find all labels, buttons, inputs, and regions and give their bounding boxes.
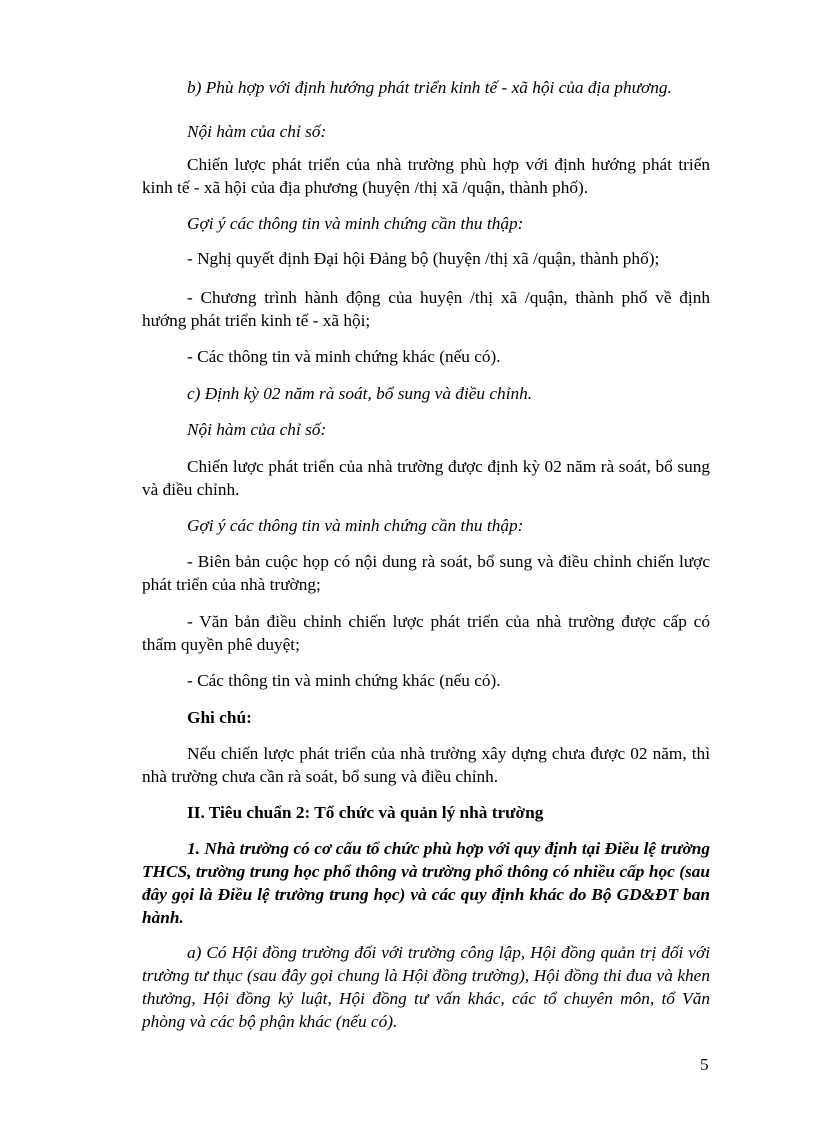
evidence-item: - Các thông tin và minh chứng khác (nếu có).	[187, 347, 501, 366]
note-heading: Ghi chú:	[187, 708, 252, 727]
evidence-item: - Nghị quyết định Đại hội Đảng bộ (huyện /thị xã /quận, thành phố);	[187, 249, 660, 268]
section-heading: II. Tiêu chuẩn 2: Tổ chức và quản lý nhà trường	[187, 803, 544, 822]
page-number: 5	[700, 1055, 709, 1074]
criterion-1-heading: 1. Nhà trường có cơ cấu tổ chức phù hợp với quy định tại Điều lệ trường THCS, trường trung học phổ thông và trường phổ thông có nhiều cấp học (sau đây gọi là Điều lệ trường trung học) và các quy định khác do Bộ GD&ĐT ban hành.	[142, 839, 710, 927]
indicator-scope-text: Chiến lược phát triển của nhà trường được định kỳ 02 năm rà soát, bổ sung và điều chỉnh.	[142, 457, 710, 499]
indicator-scope-text: Chiến lược phát triển của nhà trường phù hợp với định hướng phát triển kinh tế - xã hội của địa phương (huyện /thị xã /quận, thành phố).	[142, 155, 710, 197]
criterion-a-text: a) Có Hội đồng trường đối với trường công lập, Hội đồng quản trị đối với trường tư thục (sau đây gọi chung là Hội đồng trường), Hội đồng thi đua và khen thưởng, Hội đồng kỷ luật, Hội đồng tư vấn khác, các tổ chuyên môn, tổ Văn phòng và các bộ phận khác (nếu có).	[142, 943, 710, 1031]
evidence-heading: Gợi ý các thông tin và minh chứng cần thu thập:	[187, 516, 524, 535]
evidence-item: - Chương trình hành động của huyện /thị xã /quận, thành phố về định hướng phát triển kinh tế - xã hội;	[142, 288, 710, 330]
evidence-item: - Biên bản cuộc họp có nội dung rà soát, bổ sung và điều chỉnh chiến lược phát triển của nhà trường;	[142, 552, 710, 594]
evidence-heading: Gợi ý các thông tin và minh chứng cần thu thập:	[187, 214, 524, 233]
note-text: Nếu chiến lược phát triển của nhà trường xây dựng chưa được 02 năm, thì nhà trường chưa cần rà soát, bổ sung và điều chỉnh.	[142, 744, 710, 786]
evidence-item: - Văn bản điều chỉnh chiến lược phát triển của nhà trường được cấp có thẩm quyền phê duyệt;	[142, 612, 710, 654]
evidence-item: - Các thông tin và minh chứng khác (nếu có).	[187, 671, 501, 690]
indicator-scope-heading: Nội hàm của chỉ số:	[187, 122, 327, 141]
indicator-scope-heading: Nội hàm của chỉ số:	[187, 420, 327, 439]
criterion-b-heading: b) Phù hợp với định hướng phát triển kinh tế - xã hội của địa phương.	[187, 78, 672, 97]
criterion-c-heading: c) Định kỳ 02 năm rà soát, bổ sung và điều chỉnh.	[187, 384, 533, 403]
